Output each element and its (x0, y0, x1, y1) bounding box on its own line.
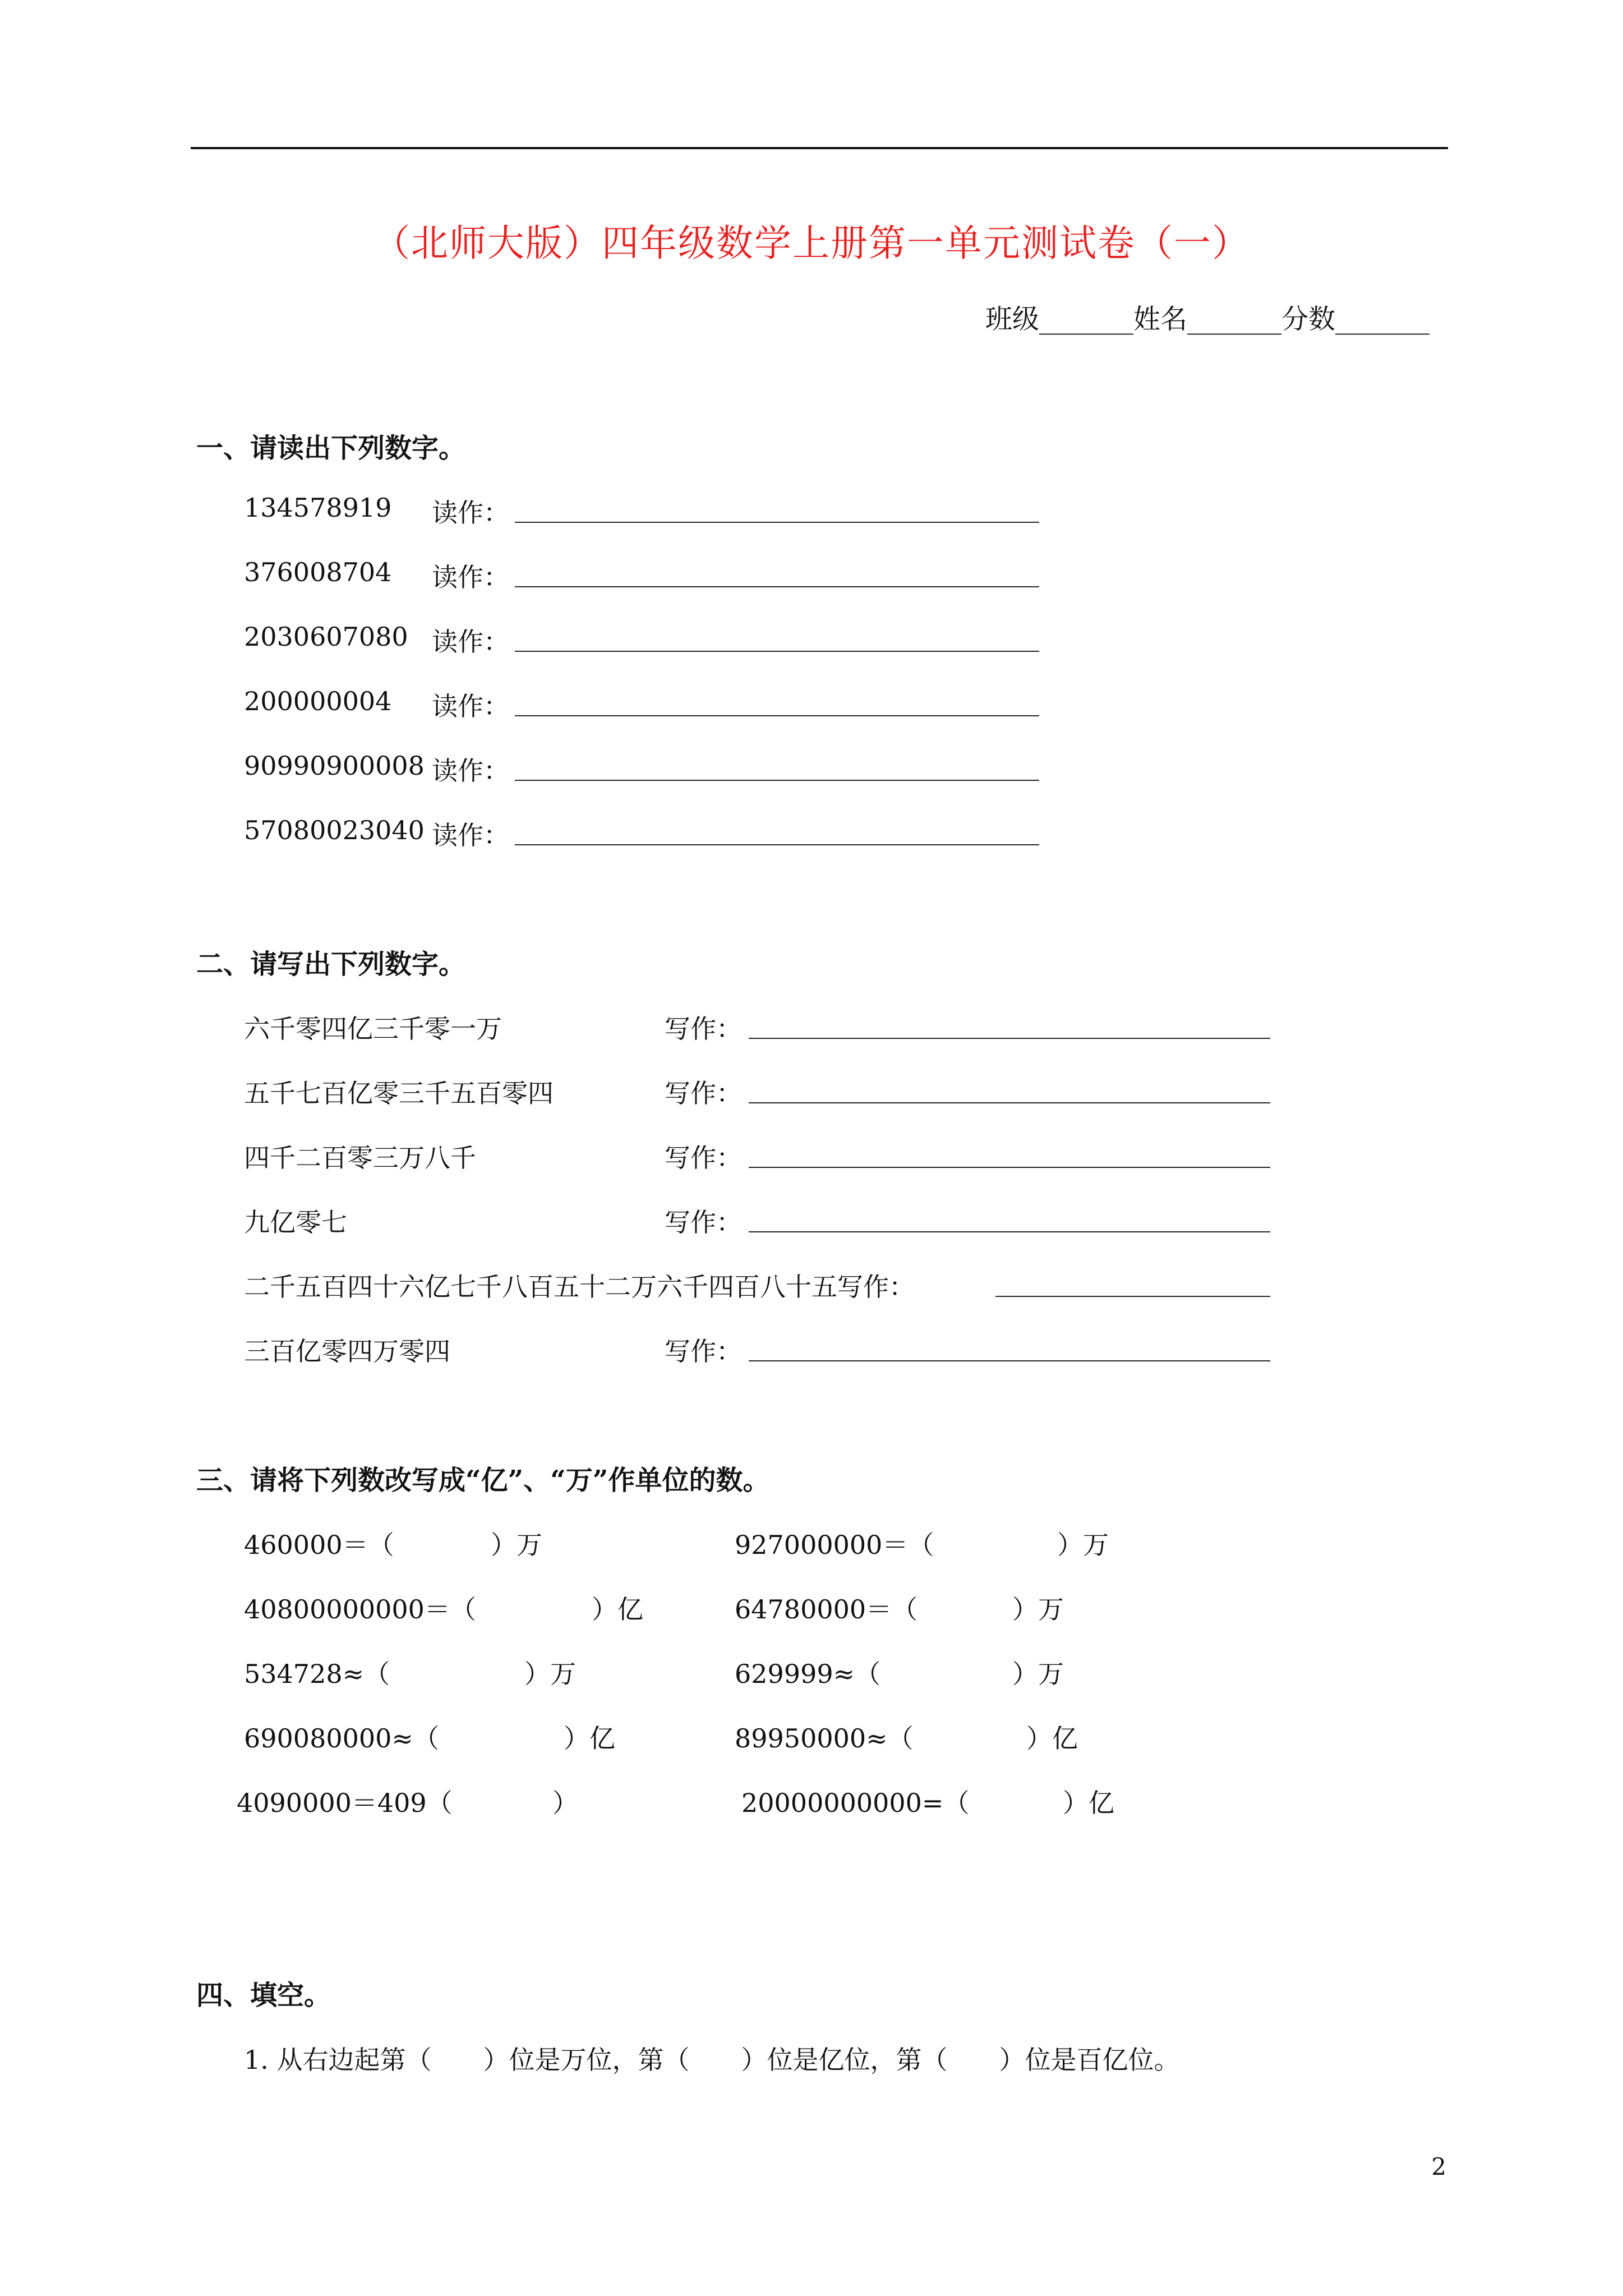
write-words: 九亿零七 (244, 1207, 347, 1237)
write-label: 写作： (665, 1336, 742, 1366)
page-number: 2 (1431, 2153, 1446, 2180)
read-label: 读作： (432, 498, 509, 528)
write-words: 二千五百四十六亿七千八百五十二万六千四百八十五写作： (244, 1272, 915, 1302)
fill-blank-question: 1. 从右边起第（ ）位是万位，第（ ）位是亿位，第（ ）位是百亿位。 (244, 2045, 1180, 2075)
answer-blank[interactable] (515, 715, 1039, 716)
conversion-left: 534728≈（ (244, 1659, 390, 1689)
write-label: 写作： (665, 1014, 742, 1044)
conversion-right-unit: ）万 (1057, 1530, 1109, 1560)
read-number: 134578919 (244, 493, 392, 523)
write-words: 五千七百亿零三千五百零四 (244, 1078, 554, 1108)
conversion-right-unit: ）万 (1012, 1659, 1064, 1689)
write-label: 写作： (665, 1078, 742, 1108)
student-info-fields: 班级_______姓名_______分数_______ (985, 303, 1430, 335)
conversion-right-unit: ）亿 (1063, 1788, 1114, 1818)
answer-blank[interactable] (749, 1102, 1270, 1103)
answer-blank[interactable] (749, 1038, 1270, 1039)
read-number: 90990900008 (244, 751, 425, 781)
answer-blank[interactable] (995, 1296, 1270, 1297)
conversion-right: 629999≈（ (735, 1659, 881, 1689)
page-title: （北师大版）四年级数学上册第一单元测试卷（一） (373, 222, 1250, 265)
read-number: 57080023040 (244, 815, 425, 845)
answer-blank[interactable] (515, 844, 1039, 845)
write-words: 四千二百零三万八千 (244, 1143, 476, 1173)
conversion-right-unit: ）亿 (1026, 1723, 1078, 1754)
conversion-right: 20000000000=（ (741, 1788, 970, 1818)
conversion-right: 927000000＝（ (735, 1530, 934, 1560)
conversion-left-unit: ） (552, 1788, 578, 1818)
read-number: 376008704 (244, 557, 392, 587)
write-words: 六千零四亿三千零一万 (244, 1014, 502, 1044)
read-label: 读作： (432, 691, 509, 721)
conversion-left: 40800000000＝（ (244, 1594, 476, 1625)
conversion-right: 64780000＝（ (735, 1594, 918, 1625)
read-number: 2030607080 (244, 622, 408, 652)
answer-blank[interactable] (515, 522, 1039, 523)
answer-blank[interactable] (749, 1167, 1270, 1168)
section-1-heading: 一、请读出下列数字。 (196, 432, 466, 464)
answer-blank[interactable] (749, 1360, 1270, 1361)
conversion-right-unit: ）万 (1012, 1594, 1064, 1625)
conversion-left: 4090000＝409（ (237, 1788, 453, 1818)
answer-blank[interactable] (515, 651, 1039, 652)
conversion-left-unit: ）万 (524, 1659, 576, 1689)
answer-blank[interactable] (515, 780, 1039, 781)
write-words: 三百亿零四万零四 (244, 1336, 450, 1366)
write-label: 写作： (665, 1207, 742, 1237)
answer-blank[interactable] (515, 586, 1039, 587)
section-4-heading: 四、填空。 (196, 1980, 331, 2011)
top-rule (191, 147, 1448, 149)
section-3-heading: 三、请将下列数改写成“亿”、“万”作单位的数。 (196, 1465, 770, 1496)
conversion-left: 460000＝（ (244, 1530, 394, 1560)
read-label: 读作： (432, 820, 509, 850)
read-number: 200000004 (244, 686, 392, 716)
conversion-left-unit: ）亿 (592, 1594, 643, 1625)
section-2-heading: 二、请写出下列数字。 (196, 949, 466, 980)
read-label: 读作： (432, 562, 509, 592)
conversion-left-unit: ）万 (491, 1530, 542, 1560)
answer-blank[interactable] (749, 1231, 1270, 1232)
conversion-right: 89950000≈（ (735, 1723, 914, 1754)
read-label: 读作： (432, 756, 509, 786)
read-label: 读作： (432, 627, 509, 657)
conversion-left-unit: ）亿 (564, 1723, 615, 1754)
conversion-left: 690080000≈（ (244, 1723, 439, 1754)
write-label: 写作： (665, 1143, 742, 1173)
